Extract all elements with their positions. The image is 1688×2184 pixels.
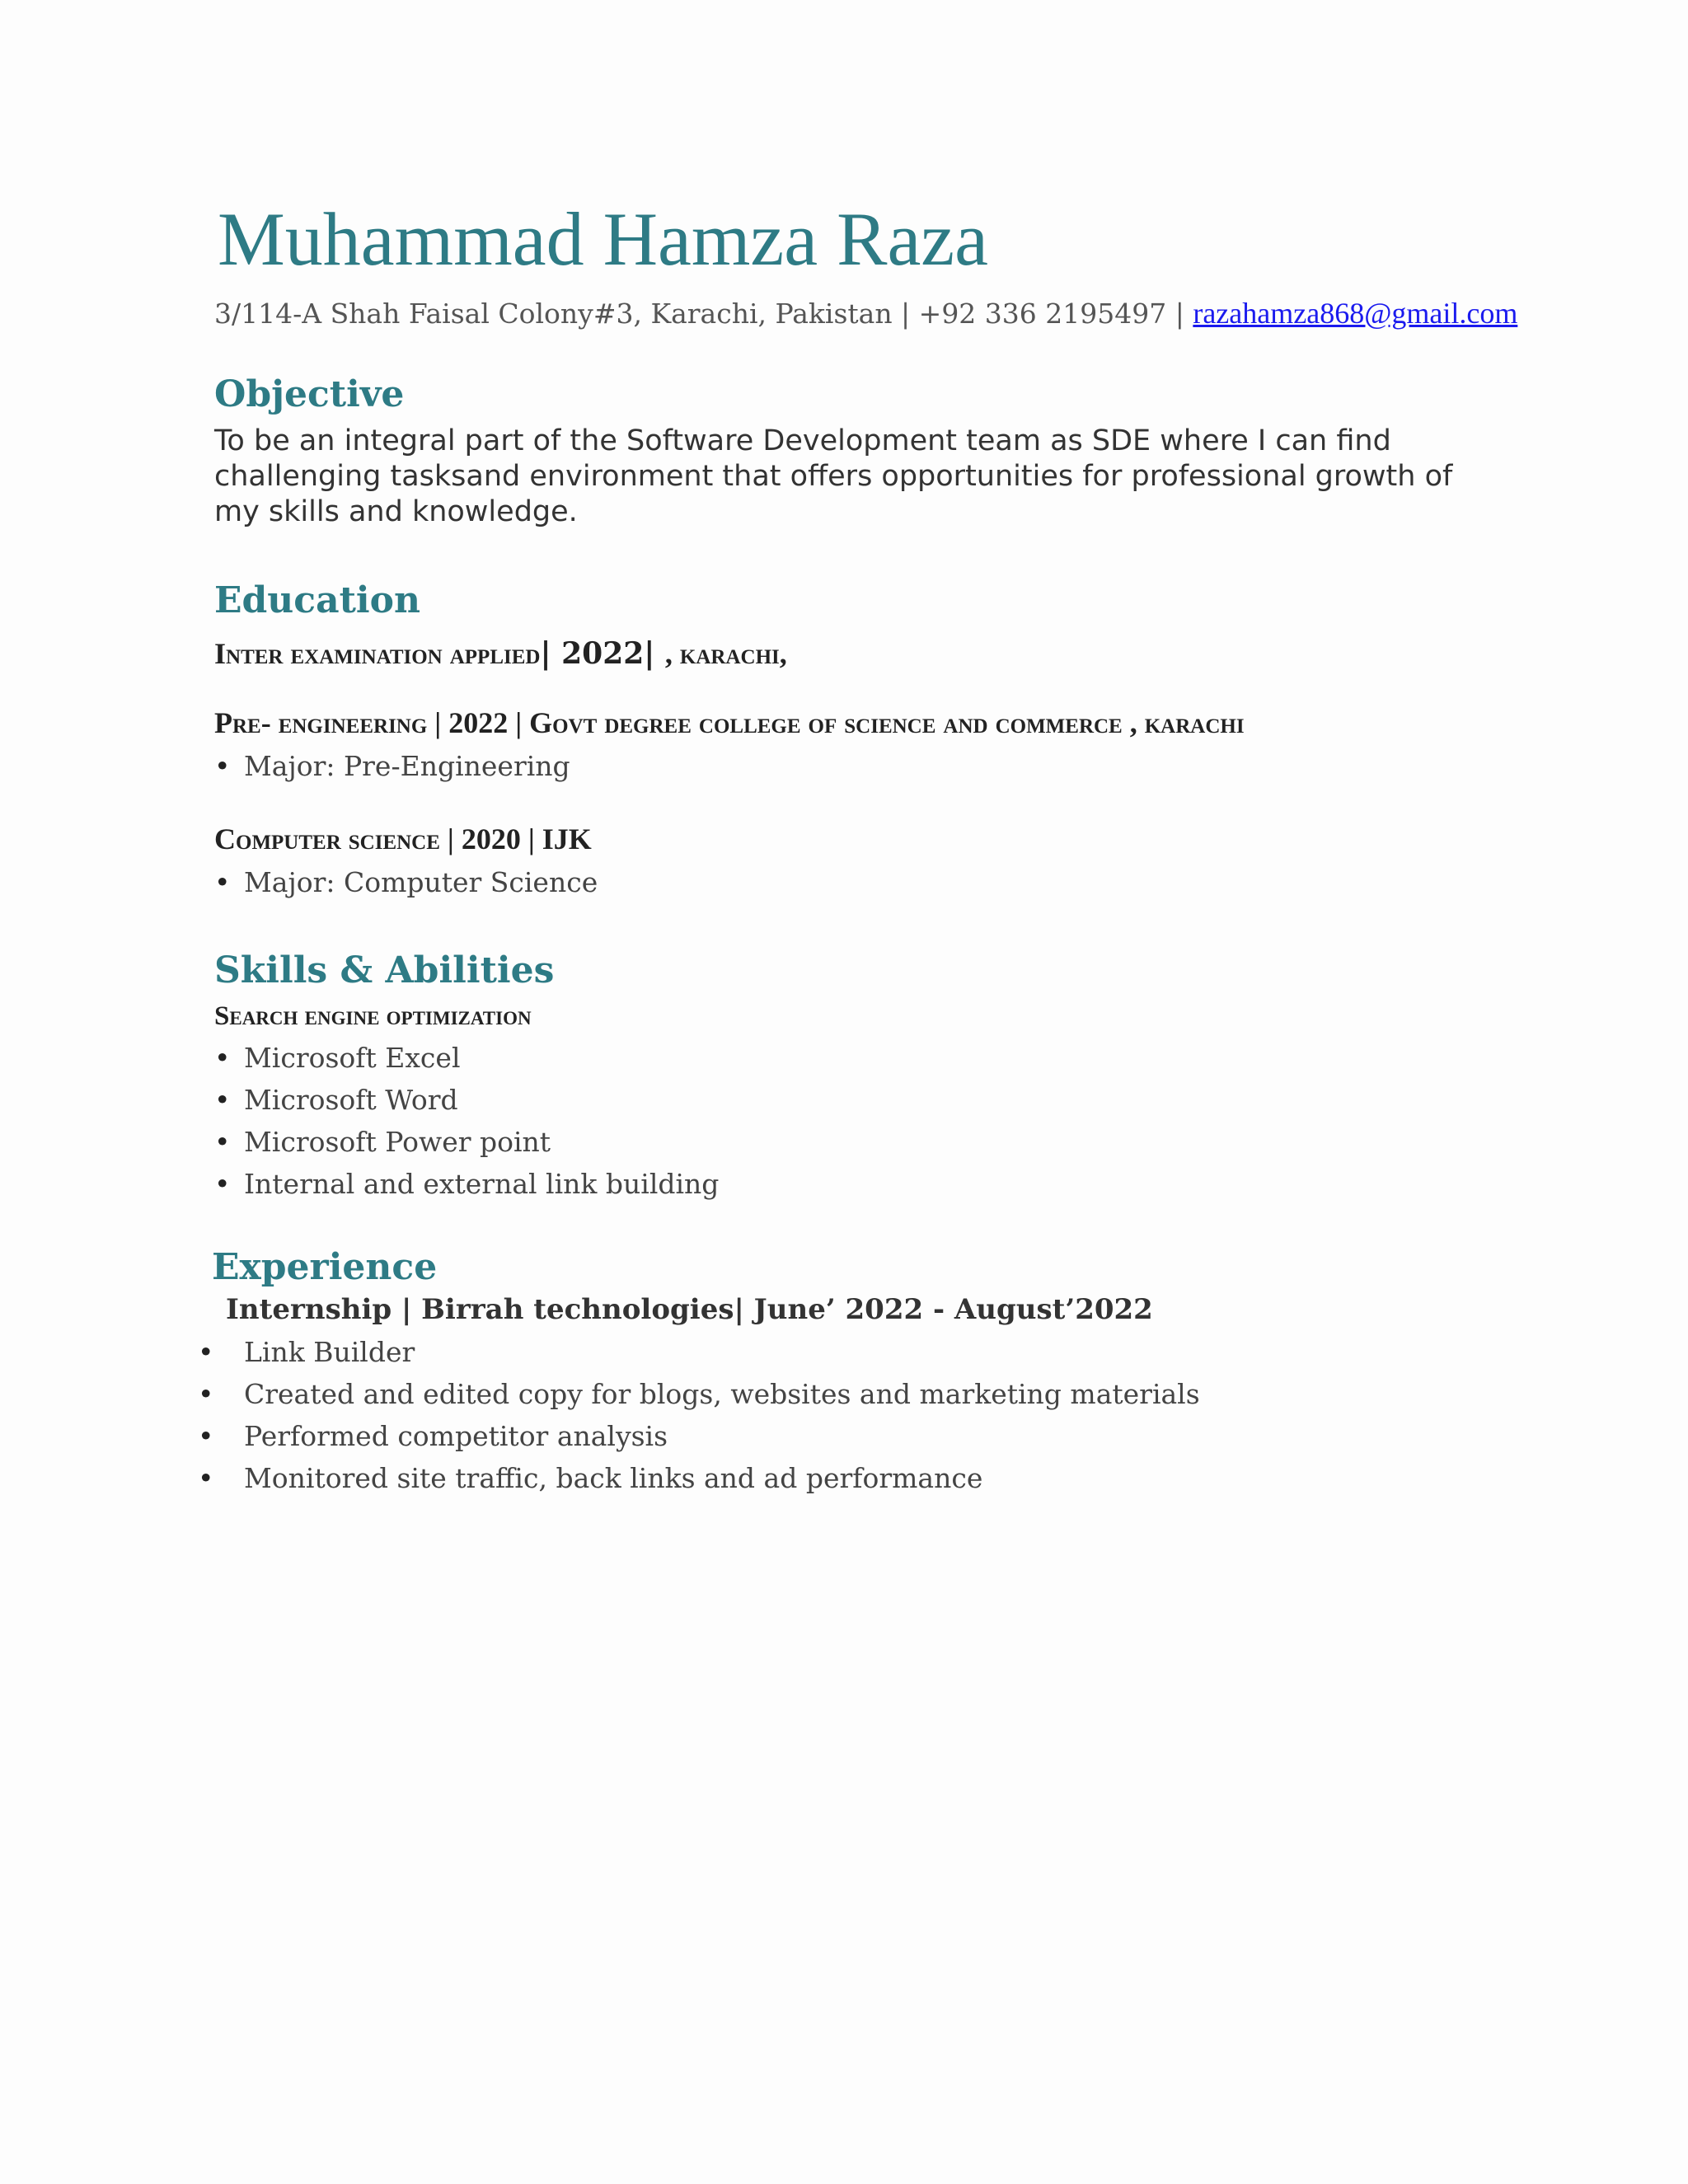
contact-line	[214, 296, 1518, 330]
objective-text: To be an integral part of the Software Development team as SDE where I can find challenging tasksand environment that offers opportunities for professional growth of my skills and knowledge.	[214, 424, 1453, 529]
list-item: • Microsoft Word	[214, 1079, 1484, 1121]
resume-page	[212, 197, 1518, 1499]
education-inter-label: Inter examination applied	[214, 637, 541, 671]
education-entry-computer-science: Computer science | 2020 | IJK	[214, 823, 592, 856]
objective-title: Objective	[214, 373, 405, 416]
education-inter-year: | 2022|	[540, 636, 665, 672]
education-inter-place: , karachi,	[664, 637, 787, 671]
list-item: • Monitored site traffic, back links and ad performance	[214, 1457, 1484, 1499]
list-item: • Major: Pre-Engineering	[214, 745, 1484, 787]
experience-title: Experience	[212, 1246, 438, 1289]
experience-list	[214, 1331, 1484, 1499]
list-item: • Major: Computer Science	[214, 861, 1484, 903]
education-pre-engineering-list	[214, 745, 1484, 787]
list-item: • Link Builder	[214, 1331, 1484, 1373]
list-item: • Microsoft Power point	[214, 1121, 1484, 1163]
education-title: Education	[214, 579, 420, 622]
candidate-name: Muhammad Hamza Raza	[218, 197, 988, 281]
email-link[interactable]: razahamza868@gmail.com	[1193, 297, 1518, 330]
list-item: • Internal and external link building	[214, 1163, 1484, 1205]
skills-list	[214, 1037, 1484, 1205]
skills-title: Skills & Abilities	[214, 949, 555, 992]
education-entry-inter	[214, 636, 1484, 671]
contact-details: 3/114-A Shah Faisal Colony#3, Karachi, Pakistan | +92 336 2195497 |	[214, 298, 1193, 330]
list-item: • Microsoft Excel	[214, 1037, 1484, 1079]
list-item: • Performed competitor analysis	[214, 1415, 1484, 1457]
education-entry-pre-engineering: Pre- engineering | 2022 | Govt degree college of science and commerce , karachi	[214, 706, 1245, 740]
experience-subheading: Internship | Birrah technologies| June’ 2022 - August’2022	[226, 1293, 1153, 1327]
list-item: • Created and edited copy for blogs, websites and marketing materials	[214, 1373, 1484, 1415]
education-computer-science-list	[214, 861, 1484, 903]
skills-subheading: Search engine optimization	[214, 1001, 532, 1032]
